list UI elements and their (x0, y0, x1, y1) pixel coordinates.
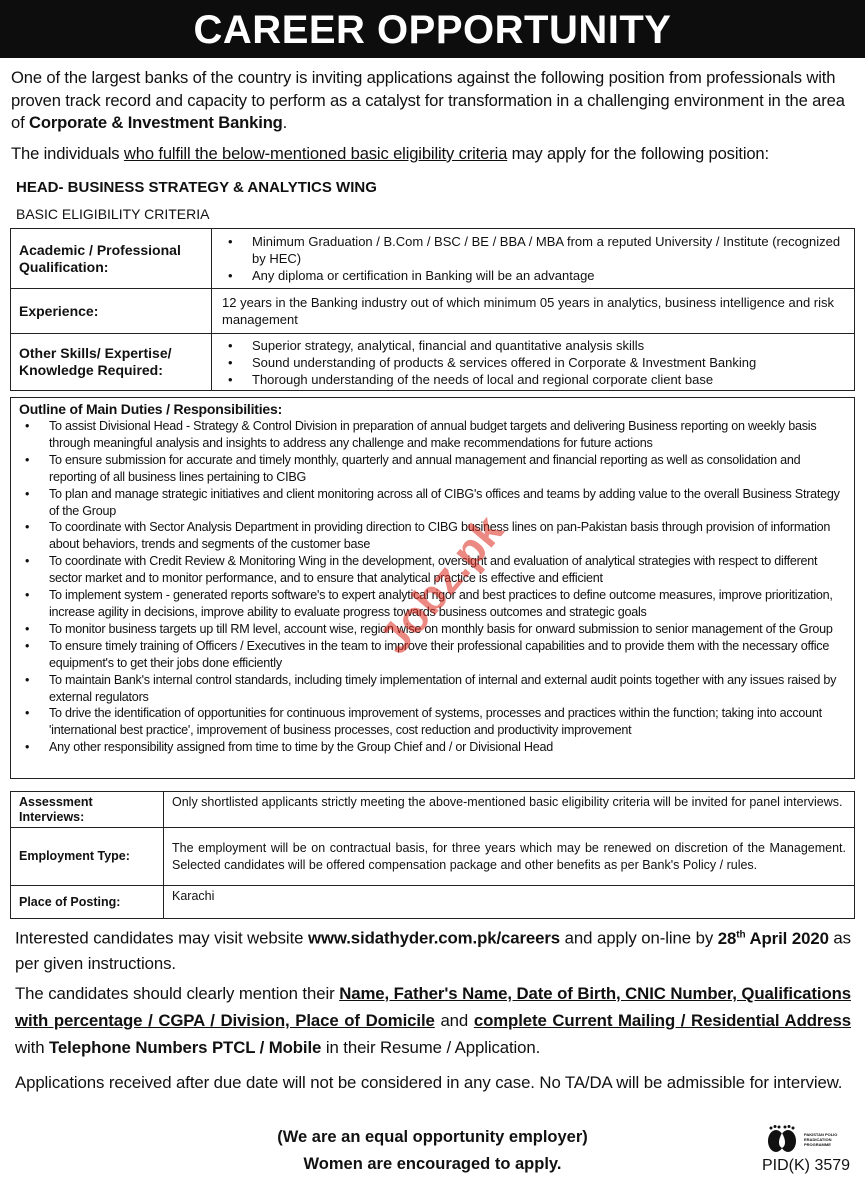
criteria-heading: BASIC ELIGIBILITY CRITERIA (16, 206, 210, 222)
position-title: HEAD- BUSINESS STRATEGY & ANALYTICS WING (16, 179, 377, 196)
duty-item: • Any other responsibility assigned from time to time by the Group Chief and / or Divisional Head (19, 739, 846, 756)
terms-table (10, 791, 855, 919)
criteria-label: Experience: (11, 289, 212, 334)
criteria-label: Academic / Professional Qualification: (11, 229, 212, 289)
duties-box (10, 397, 855, 779)
equal-opportunity: (We are an equal opportunity employer) (277, 1128, 588, 1146)
duty-item: • To ensure submission for accurate and timely monthly, quarterly and annual management and financial reporting as well as consolidation and reporting of all business lines pertaining to CIBG (19, 452, 846, 486)
duty-item: • To implement system - generated reports software's to expert analytical rigor and best practices to define outcome measures, improve prioritization, increase agility in decisions, improve ability to evaluate progress towards business outcomes and strategic goals (19, 587, 846, 621)
careers-link[interactable]: www.sidathyder.com.pk/careers (308, 928, 561, 948)
intro-end: . (282, 113, 288, 132)
women-encouraged: Women are encouraged to apply. (303, 1155, 562, 1173)
polio-logo (763, 1121, 851, 1157)
apply-paragraph (15, 922, 851, 976)
intro-paragraph (11, 67, 857, 135)
mention-phone: Telephone Numbers PTCL / Mobile (49, 1038, 322, 1057)
list-item: • Superior strategy, analytical, financial and quantitative analysis skills (222, 337, 844, 354)
list-item: • Minimum Graduation / B.Com / BSC / BE / BBA / MBA from a reputed University / Institute (recognized by HEC) (222, 233, 844, 267)
criteria-row (11, 229, 855, 289)
duty-item: • To coordinate with Sector Analysis Department in providing direction to CIBG business lines on pan-Pakistan basis through provision of information about behaviors, trends and segments of the customer base (19, 519, 846, 553)
duty-item: • To plan and manage strategic initiatives and client monitoring across all of CIBG's offices and teams by adding value to the overall Business Strategy of the Group (19, 486, 846, 520)
mention-post: in their Resume / Application. (321, 1038, 541, 1057)
criteria-list (222, 233, 844, 284)
duty-item: • To ensure timely training of Officers / Executives in the team to improve their professional capabilities and to provide them with the necessary office equipment's to get their jobs done efficiently (19, 638, 846, 672)
terms-value: Only shortlisted applicants strictly meeting the above-mentioned basic eligibility criteria will be invited for panel interviews. (164, 792, 855, 828)
criteria-row (11, 289, 855, 334)
note-underlined: who fulfill the below-mentioned basic eligibility criteria (123, 144, 508, 163)
late-note: Applications received after due date will not be considered in any case. No TA/DA will be admissible for interview. (15, 1073, 843, 1092)
note-pre: The individuals (11, 144, 124, 163)
terms-label: Employment Type: (11, 828, 164, 886)
terms-value: The employment will be on contractual basis, for three years which may be renewed on discretion of the Management. Selected candidates will be offered compensation package and other benefits as per Bank's Policy / rules. (164, 828, 855, 886)
criteria-row (11, 334, 855, 391)
list-item: • Any diploma or certification in Banking will be an advantage (222, 267, 844, 284)
intro-text: One of the largest banks of the country is inviting applications against the following position from professionals with proven track record and capacity to perform as a catalyst for transformation in a challenging environment in the area of (11, 68, 845, 132)
criteria-label: Other Skills/ Expertise/ Knowledge Required: (11, 334, 212, 391)
terms-row (11, 792, 855, 828)
list-item: • Sound understanding of products & services offered in Corporate & Investment Banking (222, 354, 844, 371)
duty-item: • To maintain Bank's internal control standards, including timely implementation of internal and external audit points together with any issues raised by external regulators (19, 672, 846, 706)
duty-item: • To assist Divisional Head - Strategy & Control Division in preparation of annual budget targets and delivering Business reporting on weekly basis through meaningful analysis and insights to address any challenge and make recommendations for future actions (19, 418, 846, 452)
apply-post: as per given instructions. (15, 928, 851, 973)
duty-item: • To monitor business targets up till RM level, account wise, region wise on monthly basis for onward submission to senior management of the Group (19, 621, 846, 638)
terms-value: Karachi (164, 886, 855, 919)
apply-pre: Interested candidates may visit website (15, 928, 308, 948)
mention-fields: Name, Father's Name, Date of Birth, CNIC Number, Qualifications with percentage / CGPA / Division, Place of Domicile (15, 984, 851, 1030)
duty-item: • To coordinate with Credit Review & Monitoring Wing in the development, oversight and evaluation of analytical strategies with respect to different sector market and to monitor performance, and to ensure that analytical practice is effective and efficient (19, 553, 846, 587)
criteria-list (222, 337, 844, 388)
mention-address: complete Current Mailing / Residential Address (473, 1011, 851, 1030)
note-post: may apply for the following position: (507, 144, 769, 163)
mention-with: with (15, 1038, 50, 1057)
eligibility-note (11, 143, 857, 165)
duty-item: • To drive the identification of opportunities for continuous improvement of systems, processes and practices within the function; taking into account 'international best practice', improvement of business processes, cost reduction and productivity improvement (19, 705, 846, 739)
terms-label: Place of Posting: (11, 886, 164, 919)
criteria-value: 12 years in the Banking industry out of which minimum 05 years in analytics, business intelligence and risk management (212, 289, 855, 334)
terms-row (11, 886, 855, 919)
terms-row (11, 828, 855, 886)
duties-heading: Outline of Main Duties / Responsibilities: (19, 401, 283, 417)
intro-area: Corporate & Investment Banking (29, 113, 283, 132)
apply-mid: and apply on-line by (560, 928, 718, 948)
footprints-drop-icon (763, 1124, 801, 1154)
pid-number: PID(K) 3579 (762, 1157, 851, 1174)
deadline-rest: April 2020 (745, 928, 829, 948)
mention-paragraph (15, 980, 851, 1061)
page-title: CAREER OPPORTUNITY (0, 0, 865, 58)
terms-label: Assessment Interviews: (11, 792, 164, 828)
logo-text: PAKISTAN POLIO ERADICATION PROGRAMME (804, 1131, 838, 1147)
mention-pre: The candidates should clearly mention their (15, 984, 340, 1003)
deadline-sup: th (736, 929, 746, 940)
deadline-day: 28 (717, 928, 737, 948)
list-item: • Thorough understanding of the needs of local and regional corporate client base (222, 371, 844, 388)
criteria-table (10, 228, 855, 391)
mention-and: and (434, 1011, 474, 1030)
watermark: Jobz.pk (370, 506, 513, 664)
duties-list (19, 418, 846, 756)
